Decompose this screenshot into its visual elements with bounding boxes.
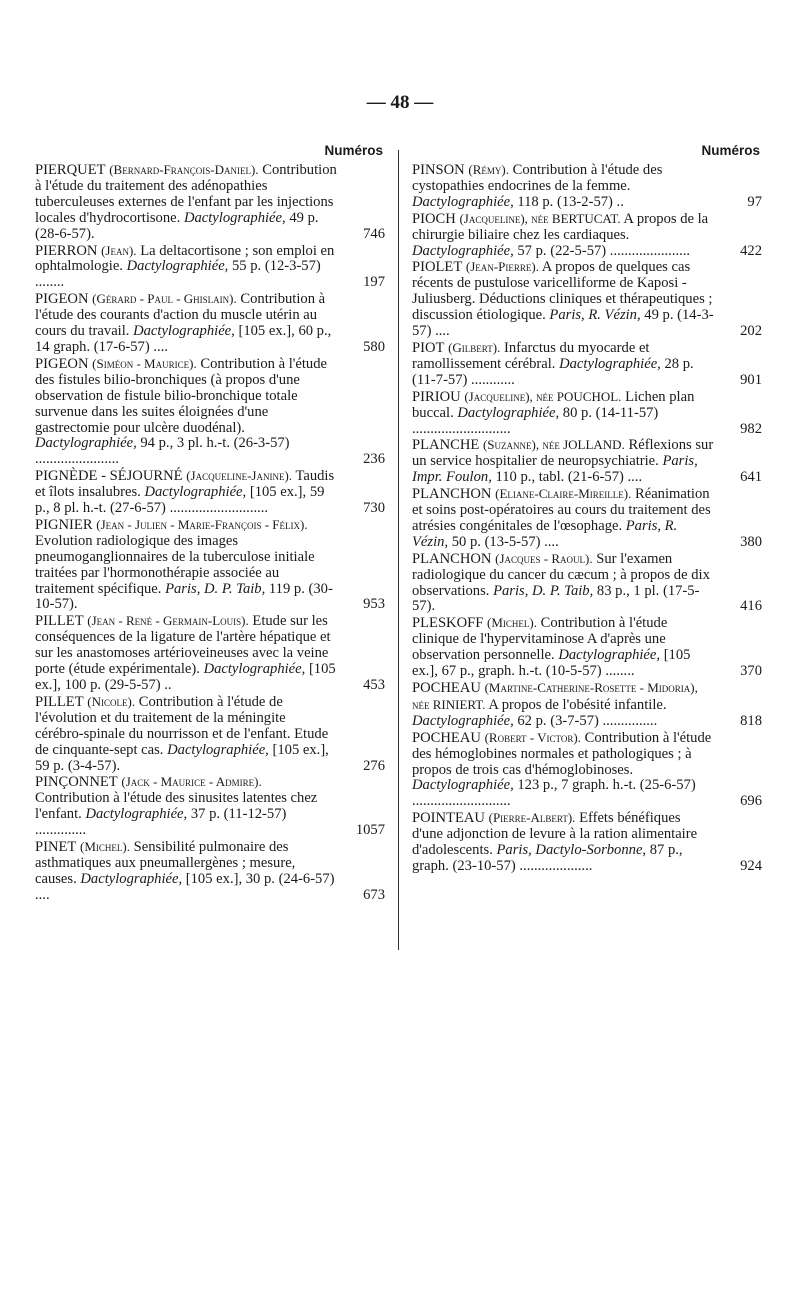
publisher: Dactylographiée, bbox=[412, 777, 514, 794]
entry-text bbox=[35, 162, 337, 243]
publication-details: 80 p. (14-11-57) ........................... bbox=[412, 404, 659, 437]
publication-details: 62 p. (3-7-57) ............... bbox=[513, 712, 658, 729]
thesis-number: 416 bbox=[740, 598, 762, 615]
thesis-number: 818 bbox=[740, 712, 762, 729]
author-given-names: (Nicole). bbox=[87, 693, 136, 709]
right-column bbox=[412, 140, 762, 875]
publication-details: [105 ex.], 59 p. (3-4-57). bbox=[35, 741, 329, 774]
author-given-names: (Jean). bbox=[101, 242, 137, 258]
author-surname: PIOT bbox=[412, 339, 445, 356]
author-given-names: (Rémy). bbox=[468, 162, 509, 177]
author-given-names: (Pierre-Albert). bbox=[488, 810, 576, 826]
thesis-number: 924 bbox=[740, 857, 762, 874]
bibliography-entry bbox=[35, 839, 385, 904]
author-surname: PIERRON bbox=[35, 242, 98, 259]
thesis-number: 236 bbox=[363, 451, 385, 468]
publisher: Dactylographiée, bbox=[457, 404, 560, 421]
author-given-names: (Martine-Catherine-Rosette - Midoria), née RINIERT. bbox=[412, 680, 698, 712]
author-given-names: (Gérard - Paul - Ghislain). bbox=[92, 291, 237, 307]
bibliography-entry bbox=[412, 810, 762, 875]
bibliography-entry bbox=[412, 162, 762, 211]
left-entries bbox=[35, 162, 385, 904]
author-surname: PINÇONNET bbox=[35, 774, 118, 791]
entry-text bbox=[412, 211, 714, 260]
author-surname: PLANCHON bbox=[412, 550, 492, 567]
thesis-title: Contribution à l'étude des hémoglobines normales et pathologiques ; à propos de trois cas d'hémoglobinoses. bbox=[412, 729, 712, 778]
publisher: Paris, D. P. Taib, bbox=[493, 582, 594, 599]
publication-details: 123 p., 7 graph. h.-t. (25-6-57) ........................... bbox=[412, 777, 696, 810]
author-surname: PIERQUET bbox=[35, 162, 106, 178]
publication-details: 49 p. (28-6-57). bbox=[35, 209, 319, 242]
thesis-number: 982 bbox=[740, 420, 762, 437]
bibliography-entry bbox=[412, 551, 762, 616]
entry-text bbox=[412, 437, 714, 486]
bibliography-entry bbox=[35, 162, 385, 243]
author-given-names: (Eliane-Claire-Mireille). bbox=[495, 486, 632, 502]
publication-details: 28 p. (11-7-57) ............ bbox=[412, 355, 694, 388]
thesis-title: Evolution radiologique des images pneumoganglionnaires de la tuberculose initiale traitées par l'hormonothérapie associée au traitement spécifique. bbox=[35, 532, 315, 597]
column-divider bbox=[398, 150, 399, 950]
thesis-title: Contribution à l'étude du traitement des adénopathies tuberculeuses externes de l'enfant par les injections locales d'hydrocortisone. bbox=[35, 162, 337, 226]
entry-text bbox=[35, 468, 337, 517]
publication-details: 49 p. (14-3-57) .... bbox=[412, 307, 714, 340]
publisher: Dactylographiée, bbox=[35, 435, 137, 452]
thesis-title: Réanimation et soins post-opératoires au cours du traitement des atrésies congénitales de l'œsophage. bbox=[412, 486, 711, 534]
publisher: Dactylographiée, bbox=[203, 661, 306, 678]
publisher: Dactylographiée, bbox=[558, 647, 661, 664]
author-given-names: (Jean - Julien - Marie-François - Félix). bbox=[96, 516, 308, 532]
bibliography-entry bbox=[412, 389, 762, 438]
bibliography-entry bbox=[412, 437, 762, 486]
author-surname: PIGEON bbox=[35, 291, 89, 308]
publication-details: 50 p. (13-5-57) .... bbox=[448, 533, 559, 550]
bibliography-entry bbox=[412, 730, 762, 811]
author-surname: PLANCHE bbox=[412, 437, 480, 454]
publication-details: [105 ex.], 100 p. (29-5-57) .. bbox=[35, 661, 336, 693]
thesis-title: Contribution à l'étude des fistules bilio-bronchiques (à propos d'une observation de fistule bilio-bronchique totale survenue dans les suites éloignées d'une gastrectomie pour ulcère duodénal). bbox=[35, 355, 328, 436]
bibliography-entry bbox=[412, 211, 762, 260]
publication-details: 110 p., tabl. (21-6-57) .... bbox=[491, 469, 643, 486]
publisher: Paris, R. Vézin, bbox=[549, 307, 641, 324]
author-given-names: (Bernard-François-Daniel). bbox=[109, 162, 259, 177]
publisher: Paris, D. P. Taib, bbox=[165, 580, 266, 597]
entry-text bbox=[412, 615, 714, 680]
thesis-title: Contribution à l'étude des cystopathies endocrines de la femme. bbox=[412, 162, 663, 194]
bibliography-entry bbox=[412, 340, 762, 389]
author-surname: PINET bbox=[35, 839, 77, 856]
author-given-names: (Suzanne), née JOLLAND. bbox=[482, 437, 625, 453]
thesis-title: Etude sur les conséquences de la ligature de l'artère hépatique et sur les anastomoses artérioveineuses avec la veine porte (étude expérimentale). bbox=[35, 613, 331, 678]
thesis-number: 901 bbox=[740, 371, 762, 388]
thesis-number: 953 bbox=[363, 596, 385, 613]
entry-text bbox=[412, 340, 714, 389]
publisher: Dactylographiée, bbox=[133, 323, 235, 340]
publication-details: 87 p., graph. (23-10-57) .................... bbox=[412, 842, 683, 874]
publication-details: 119 p. (30-10-57). bbox=[35, 580, 333, 613]
publication-details: 94 p., 3 pl. h.-t. (26-3-57) ....................... bbox=[35, 435, 290, 468]
right-entries bbox=[412, 162, 762, 875]
author-surname: PLANCHON bbox=[412, 486, 492, 503]
publication-details: [105 ex.], 67 p., graph. h.-t. (10-5-57) ........ bbox=[412, 647, 691, 680]
entry-text bbox=[35, 774, 337, 839]
entry-text bbox=[412, 389, 714, 438]
column-header-left: Numéros bbox=[324, 143, 383, 158]
author-surname: PIOCH bbox=[412, 210, 456, 227]
thesis-number: 197 bbox=[363, 274, 385, 291]
thesis-title: Lichen plan buccal. bbox=[412, 388, 695, 421]
thesis-title: Contribution à l'étude des courants d'action du muscle utérin au cours du travail. bbox=[35, 291, 326, 340]
entry-text bbox=[412, 551, 714, 616]
author-surname: PIGEON bbox=[35, 355, 89, 372]
page-number: — 48 — bbox=[366, 92, 434, 113]
thesis-title: Sur l'examen radiologique du cancer du cæcum ; à propos de dix observations. bbox=[412, 550, 710, 599]
thesis-title: Contribution à l'étude des sinusites latentes chez l'enfant. bbox=[35, 790, 318, 823]
entry-text bbox=[35, 291, 337, 356]
entry-text bbox=[412, 810, 714, 875]
thesis-title: Contribution à l'étude clinique de l'hypervitaminose A d'après une observation personnelle. bbox=[412, 615, 668, 664]
author-surname: PIGNÈDE - SÉJOURNÉ bbox=[35, 468, 183, 485]
author-given-names: (Michel). bbox=[80, 839, 130, 855]
entry-text bbox=[412, 680, 714, 730]
entry-text bbox=[35, 694, 337, 775]
thesis-title: La deltacortisone ; son emploi en ophtalmologie. bbox=[35, 242, 335, 275]
thesis-title: Réflexions sur un service hospitalier de neuropsychiatrie. bbox=[412, 437, 714, 470]
entry-text bbox=[35, 613, 337, 694]
thesis-number: 746 bbox=[363, 225, 385, 242]
author-surname: PILLET bbox=[35, 693, 84, 710]
entry-text bbox=[412, 162, 714, 211]
thesis-number: 370 bbox=[740, 663, 762, 680]
publisher: Dactylographiée, bbox=[85, 806, 188, 823]
thesis-title: Infarctus du myocarde et ramollissement cérébral. bbox=[412, 339, 650, 372]
bibliography-entry bbox=[412, 259, 762, 340]
bibliography-entry bbox=[35, 694, 385, 775]
author-surname: PIGNIER bbox=[35, 516, 93, 533]
publication-details: [105 ex.], 60 p., 14 graph. (17-6-57) .... bbox=[35, 323, 332, 355]
author-surname: POINTEAU bbox=[412, 810, 485, 827]
publisher: Paris, Impr. Foulon, bbox=[412, 453, 698, 486]
thesis-title: Contribution à l'étude de l'évolution et du traitement de la méningite cérébro-spinale du nourrisson et de l'enfant. Etude de cinquante-sept cas. bbox=[35, 693, 329, 758]
author-surname: PIOLET bbox=[412, 259, 463, 276]
entry-text bbox=[412, 730, 714, 811]
thesis-number: 276 bbox=[363, 757, 385, 774]
entry-text bbox=[35, 243, 337, 292]
publisher: Paris, R. Vézin, bbox=[412, 517, 678, 550]
thesis-title: A propos de quelques cas récents de pustulose varicelliforme de Kaposi - Juliusberg. Déductions cliniques et thérapeutiques ; discussion étiologique. bbox=[412, 259, 713, 324]
publication-details: 57 p. (22-5-57) ...................... bbox=[513, 242, 691, 259]
author-given-names: (Siméon - Maurice). bbox=[92, 355, 197, 371]
thesis-number: 380 bbox=[740, 533, 762, 550]
thesis-title: Sensibilité pulmonaire des asthmatiques aux pneumallergènes ; mesure, causes. bbox=[35, 839, 296, 887]
publisher: Dactylographiée, bbox=[559, 355, 661, 372]
publisher: Dactylographiée, bbox=[80, 870, 183, 887]
publication-details: 118 p. (13-2-57) .. bbox=[513, 193, 624, 210]
author-surname: POCHEAU bbox=[412, 680, 481, 696]
thesis-number: 730 bbox=[363, 500, 385, 517]
left-column bbox=[35, 140, 385, 904]
author-surname: PILLET bbox=[35, 613, 84, 630]
thesis-number: 453 bbox=[363, 677, 385, 693]
bibliography-entry bbox=[35, 517, 385, 613]
publisher: Dactylographiée, bbox=[144, 484, 247, 501]
author-surname: PLESKOFF bbox=[412, 615, 484, 632]
column-header-right: Numéros bbox=[701, 143, 760, 158]
publisher: Dactylographiée, bbox=[412, 193, 514, 210]
entry-text bbox=[35, 839, 337, 904]
thesis-number: 1057 bbox=[355, 822, 385, 839]
bibliography-entry bbox=[35, 356, 385, 468]
author-surname: PINSON bbox=[412, 162, 465, 178]
publisher: Dactylographiée, bbox=[412, 242, 514, 259]
author-given-names: (Jacqueline-Janine). bbox=[186, 468, 293, 484]
publisher: Paris, Dactylo-Sorbonne, bbox=[496, 842, 647, 859]
author-given-names: (Jacques - Raoul). bbox=[495, 550, 593, 566]
bibliography-entry bbox=[35, 243, 385, 292]
bibliography-entry bbox=[35, 774, 385, 839]
publisher: Dactylographiée, bbox=[167, 741, 269, 758]
author-given-names: (Jacqueline), née BERTUCAT. bbox=[459, 210, 621, 226]
author-given-names: (Jean-Pierre). bbox=[465, 259, 539, 275]
thesis-number: 641 bbox=[740, 469, 762, 486]
bibliography-entry bbox=[412, 615, 762, 680]
thesis-number: 202 bbox=[740, 323, 762, 340]
author-surname: POCHEAU bbox=[412, 729, 481, 746]
author-given-names: (Jacqueline), née POUCHOL. bbox=[464, 388, 622, 404]
publication-details: 55 p. (12-3-57) ........ bbox=[35, 258, 321, 291]
publisher: Dactylographiée, bbox=[126, 258, 229, 275]
bibliography-entry bbox=[412, 486, 762, 551]
bibliography-entry bbox=[412, 680, 762, 730]
thesis-number: 422 bbox=[740, 242, 762, 259]
thesis-title: A propos de la chirurgie biliaire chez les cardiaques. bbox=[412, 210, 709, 243]
thesis-number: 696 bbox=[740, 793, 762, 810]
publisher: Dactylographiée, bbox=[183, 209, 286, 226]
entry-text bbox=[35, 517, 337, 613]
thesis-number: 580 bbox=[363, 338, 385, 355]
bibliography-entry bbox=[35, 291, 385, 356]
bibliography-entry bbox=[35, 613, 385, 694]
publication-details: 83 p., 1 pl. (17-5-57). bbox=[412, 582, 700, 615]
entry-text bbox=[412, 259, 714, 340]
publisher: Dactylographiée, bbox=[412, 712, 514, 729]
author-given-names: (Michel). bbox=[487, 615, 537, 631]
author-given-names: (Gilbert). bbox=[448, 339, 501, 355]
thesis-title: Effets bénéfiques d'une adjonction de levure à la ration alimentaire d'adolescents. bbox=[412, 810, 698, 859]
author-surname: PIRIOU bbox=[412, 388, 461, 405]
thesis-title: A propos de l'obésité infantile. bbox=[485, 696, 667, 713]
publication-details: [105 ex.], 30 p. (24-6-57) .... bbox=[35, 870, 335, 903]
author-given-names: (Jean - René - Germain-Louis). bbox=[87, 613, 249, 629]
publication-details: 37 p. (11-12-57) .............. bbox=[35, 806, 287, 839]
thesis-title: Taudis et îlots insalubres. bbox=[35, 468, 335, 501]
thesis-number: 97 bbox=[747, 193, 762, 210]
bibliography-entry bbox=[35, 468, 385, 517]
publication-details: [105 ex.], 59 p., 8 pl. h.-t. (27-6-57) ........................... bbox=[35, 484, 325, 517]
author-given-names: (Jack - Maurice - Admire). bbox=[121, 774, 262, 790]
thesis-number: 673 bbox=[363, 886, 385, 903]
entry-text bbox=[35, 356, 337, 468]
entry-text bbox=[412, 486, 714, 551]
author-given-names: (Robert - Victor). bbox=[484, 729, 581, 745]
